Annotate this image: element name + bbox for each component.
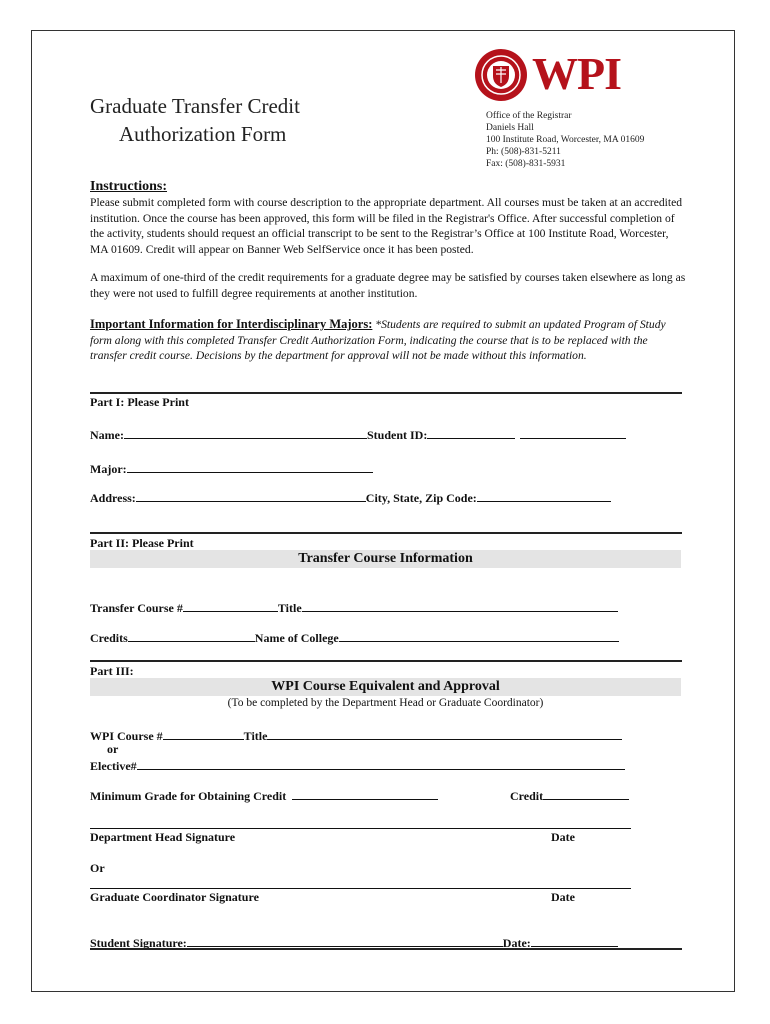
student-id-field[interactable] — [427, 426, 515, 439]
divider — [90, 532, 682, 534]
elective-label: Elective# — [90, 759, 137, 773]
credit-row — [510, 787, 629, 804]
min-grade-label: Minimum Grade for Obtaining Credit — [90, 789, 287, 803]
coord-signature-label: Graduate Coordinator Signature — [90, 890, 259, 904]
bottom-divider — [90, 948, 682, 950]
student-id-label: Student ID: — [366, 428, 428, 442]
address-label: Address: — [90, 491, 136, 505]
dept-signature-line[interactable] — [90, 828, 631, 829]
title-line-2: Authorization Form — [119, 122, 287, 146]
address-line: Office of the Registrar — [486, 111, 572, 121]
credit-label: Credit — [510, 789, 544, 803]
important-info — [90, 317, 686, 364]
name-row — [90, 426, 626, 443]
form-title — [90, 92, 300, 148]
name-field[interactable] — [124, 426, 367, 439]
divider — [90, 660, 682, 662]
college-field[interactable] — [339, 629, 619, 642]
city-state-zip-label: City, State, Zip Code: — [365, 491, 477, 505]
page-border — [31, 30, 735, 992]
min-grade-field[interactable] — [292, 787, 438, 800]
min-grade-row — [90, 787, 438, 804]
elective-field[interactable] — [137, 757, 625, 770]
coord-signature-line[interactable] — [90, 888, 631, 889]
transfer-course-field[interactable] — [183, 599, 278, 612]
wpi-title-label: Title — [243, 729, 268, 743]
part1-heading: Part I: Please Print — [90, 395, 189, 409]
or-label: or — [107, 742, 119, 756]
major-field[interactable] — [127, 460, 373, 473]
elective-row — [90, 757, 625, 774]
credit-field[interactable] — [543, 787, 629, 800]
major-row — [90, 460, 373, 477]
student-date-label: Date: — [502, 936, 531, 950]
instructions-heading: Instructions: — [90, 179, 168, 194]
transfer-course-row — [90, 599, 618, 616]
wpi-course-label: WPI Course # — [90, 729, 163, 743]
student-signature-label: Student Signature: — [90, 936, 187, 950]
student-id-field-2[interactable] — [520, 426, 626, 439]
transfer-course-band: Transfer Course Information — [90, 550, 681, 568]
part3-heading: Part III: — [90, 664, 134, 678]
address-line: Ph: (508)-831-5211 — [486, 147, 561, 157]
part3-subtitle: (To be completed by the Department Head or Graduate Coordinator) — [227, 697, 544, 709]
credits-row — [90, 629, 619, 646]
title-line-1: Graduate Transfer Credit — [90, 94, 300, 118]
important-info-text: *Students are required to submit an updated Program of Study form along with this completed Transfer Credit Authorization Form, indicating the course that is to be replaced with the transfer credit course. Decisions by the department for approval will not be made without this information. — [90, 318, 666, 362]
address-line: 100 Institute Road, Worcester, MA 01609 — [486, 135, 645, 145]
wpi-seal-icon — [474, 48, 528, 102]
name-label: Name: — [90, 428, 124, 442]
address-row — [90, 489, 611, 506]
coord-date-label: Date — [551, 890, 575, 904]
wpi-course-field[interactable] — [163, 727, 244, 740]
credits-label: Credits — [90, 631, 128, 645]
wpi-course-row — [90, 727, 622, 744]
transfer-title-label: Title — [277, 601, 302, 615]
transfer-title-field[interactable] — [302, 599, 618, 612]
registrar-address — [486, 110, 644, 170]
address-field[interactable] — [136, 489, 366, 502]
wpi-logo-text: WPI — [532, 48, 621, 99]
address-line: Daniels Hall — [486, 123, 534, 133]
credits-field[interactable] — [128, 629, 255, 642]
important-info-label: Important Information for Interdisciplinary Majors: — [90, 317, 373, 331]
transfer-course-label: Transfer Course # — [90, 601, 183, 615]
or-separator: Or — [90, 861, 105, 875]
instructions-paragraph-2: A maximum of one-third of the credit requirements for a graduate degree may be satisfied by courses taken elsewhere as long as they were not used to fulfill degree requirements at another institution. — [90, 271, 686, 300]
college-label: Name of College — [254, 631, 339, 645]
wpi-title-field[interactable] — [267, 727, 622, 740]
major-label: Major: — [90, 462, 127, 476]
instructions-paragraph-1: Please submit completed form with course description to the appropriate department. All courses must be taken at an accredited institution. Once the course has been approved, this form will be filed in the Registrar's Office. After successful completion of the activity, students should request an official transcript to be sent to the Registrar’s Office at 100 Institute Road, Worcester, MA 01609. Credit will appear on Banner Web SelfService once it has been posted. — [90, 196, 683, 256]
dept-signature-label: Department Head Signature — [90, 830, 236, 844]
city-state-zip-field[interactable] — [477, 489, 611, 502]
wpi-logo — [474, 46, 634, 112]
student-signature-field[interactable] — [187, 934, 503, 947]
part2-heading: Part II: Please Print — [90, 536, 194, 550]
student-date-field[interactable] — [531, 934, 618, 947]
wpi-course-band: WPI Course Equivalent and Approval — [90, 678, 681, 696]
address-line: Fax: (508)-831-5931 — [486, 159, 566, 169]
divider — [90, 392, 682, 394]
dept-date-label: Date — [551, 830, 575, 844]
